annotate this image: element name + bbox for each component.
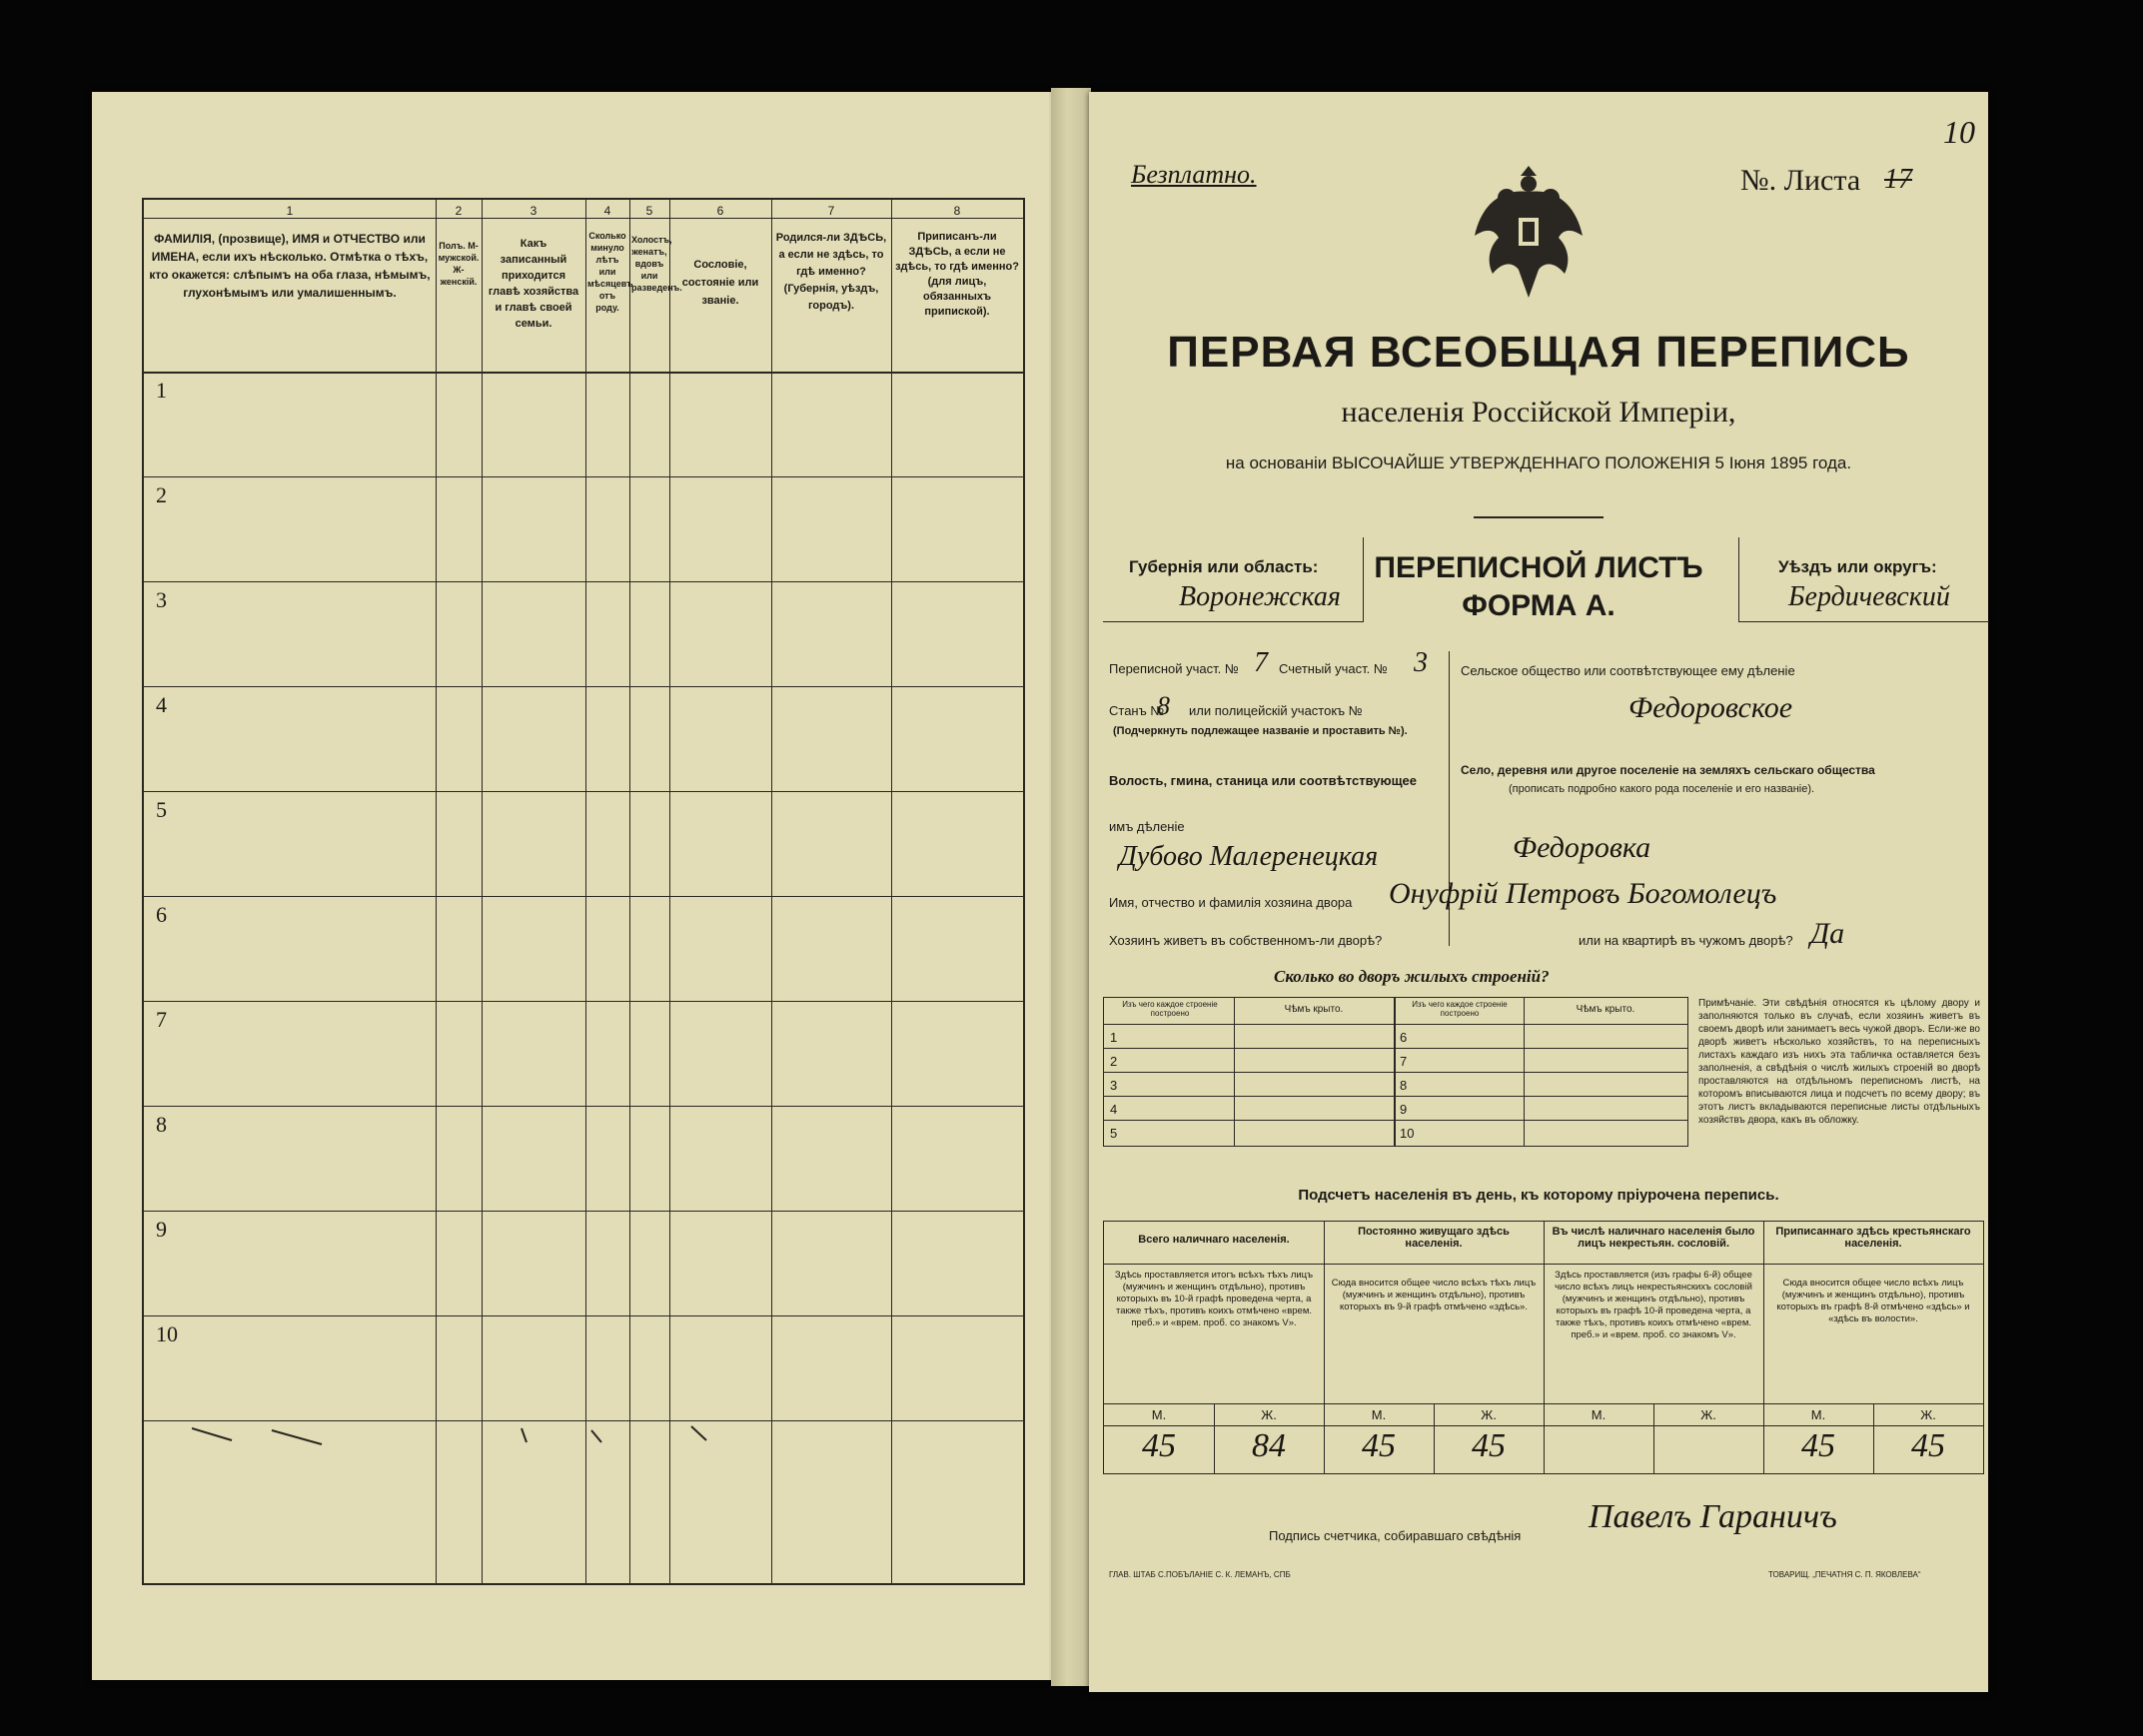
row-number: 4 — [156, 692, 167, 717]
village-value: Федоровка — [1513, 831, 1651, 864]
buildings-row-number: 7 — [1400, 1054, 1408, 1069]
buildings-row-number: 1 — [1110, 1030, 1118, 1045]
row-number: 1 — [156, 378, 167, 403]
row-number: 10 — [156, 1321, 178, 1346]
row-number: 2 — [156, 482, 167, 507]
buildings-row-number: 10 — [1400, 1126, 1415, 1141]
uezd-value: Бердичевский — [1788, 581, 1950, 612]
female-label: Ж. — [1481, 1407, 1497, 1422]
column-header-registered: Приписанъ-ли ЗДѢСЬ, а если не здѣсь, то гдѣ именно? (для лицъ, обязанныхъ припиской). — [895, 231, 1019, 318]
counting-district-label: Счетный участ. № — [1279, 661, 1388, 676]
uezd-label: Уѣздъ или округъ: — [1778, 557, 1937, 576]
printer-left: ГЛАВ. ШТАБ С.ПОБЪЛАНІЕ С. К. ЛЕМАНЪ, СПБ — [1109, 1570, 1291, 1579]
column-header-marital: Холостъ, женатъ, вдовъ или разведенъ. — [631, 235, 682, 293]
census-subtitle: населенія Россійской Имперіи, — [1341, 396, 1736, 429]
signature-value: Павелъ Гараничъ — [1589, 1498, 1837, 1535]
village-note: (прописать подробно какого рода поселеніе и его названіе). — [1509, 783, 1815, 795]
count-registered-female: 45 — [1911, 1427, 1945, 1464]
corner-number: 10 — [1943, 114, 1975, 150]
buildings-row-number: 4 — [1110, 1102, 1118, 1117]
imperial-eagle-emblem — [1469, 158, 1589, 308]
male-label: М. — [1810, 1407, 1826, 1422]
female-label: Ж. — [1920, 1407, 1936, 1422]
left-page — [92, 92, 1051, 1680]
buildings-row-number: 3 — [1110, 1078, 1118, 1093]
counting-district-value: 3 — [1414, 647, 1428, 678]
count-col-head-total: Всего наличнаго населенія. — [1138, 1234, 1290, 1246]
female-label: Ж. — [1261, 1407, 1277, 1422]
form-title: ПЕРЕПИСНОЙ ЛИСТЪ — [1374, 551, 1703, 584]
ornament-divider — [1474, 516, 1604, 518]
buildings-table — [1103, 997, 1688, 1147]
gubernia-value: Воронежская — [1179, 581, 1341, 612]
buildings-col-roof: Чѣмъ крыто. — [1576, 1004, 1635, 1015]
column-number: 6 — [716, 204, 724, 218]
male-label: М. — [1371, 1407, 1387, 1422]
society-value: Федоровское — [1628, 691, 1793, 724]
lives-label: Хозяинъ живетъ въ собственномъ-ли дворѣ? — [1109, 933, 1383, 948]
row-number: 3 — [156, 587, 167, 612]
count-col-desc: Здѣсь проставляется (изъ графы 6-й) общее число всѣхъ лицъ некрестьянскихъ сословій (мужчинъ и женщинъ отдѣльно), противъ которыхъ въ графѣ 10-й проведена черта, а также тѣхъ, противъ коихъ отмѣчено «врем. преб.» и «врем. проб. со знакомъ V». — [1555, 1270, 1752, 1340]
owner-value: Онуфрій Петровъ Богомолецъ — [1389, 877, 1777, 910]
row-number: 5 — [156, 797, 167, 822]
count-col-head-registered: Приписаннаго здѣсь крестьянскаго населенія. — [1775, 1226, 1971, 1250]
lives-label-2: или на квартирѣ въ чужомъ дворѣ? — [1579, 933, 1793, 948]
column-number: 4 — [603, 204, 611, 218]
column-number: 5 — [645, 204, 653, 218]
buildings-row-number: 9 — [1400, 1102, 1408, 1117]
column-header-sex: Полъ. М-мужской. Ж-женскій. — [438, 241, 480, 287]
column-number: 1 — [286, 204, 294, 218]
column-number: 2 — [455, 204, 463, 218]
count-col-desc: Сюда вносится общее число всѣхъ тѣхъ лицъ (мужчинъ и женщинъ отдѣльно), противъ которыхъ въ 9-й графѣ отмѣчено «здѣсь». — [1331, 1278, 1537, 1312]
stan-label: Станъ № — [1109, 703, 1165, 718]
owner-label: Имя, отчество и фамилія хозяина двора — [1109, 895, 1353, 910]
sheet-number-value: 17 — [1884, 164, 1912, 195]
column-header-age: Сколько минуло лѣтъ или мѣсяцевъ отъ роду. — [587, 231, 633, 313]
male-label: М. — [1151, 1407, 1167, 1422]
buildings-label: Сколько во дворъ жилыхъ строеній? — [1274, 967, 1550, 986]
form-subtitle: ФОРМА А. — [1462, 589, 1615, 622]
column-header-birthplace: Родился-ли ЗДѢСЬ, а если не здѣсь, то гдѣ именно? (Губернія, уѣздъ, городъ). — [775, 232, 887, 312]
column-header-relation: Какъ записанный приходится главѣ хозяйства и главѣ своей семьи. — [488, 238, 579, 330]
stan-note: (Подчеркнуть подлежащее названіе и проставить №). — [1113, 725, 1408, 737]
column-number: 3 — [530, 204, 537, 218]
row-number: 9 — [156, 1217, 167, 1242]
buildings-row-number: 2 — [1110, 1054, 1118, 1069]
census-title: ПЕРВАЯ ВСЕОБЩАЯ ПЕРЕПИСЬ — [1167, 328, 1910, 377]
count-col-desc: Здѣсь проставляется итогъ всѣхъ тѣхъ лицъ (мужчинъ и женщинъ отдѣльно), противъ которыхъ въ 10-й графѣ проведена черта, а также тѣхъ, противъ коихъ отмѣчено «врем. преб.» и «врем. проб. со знакомъ V». — [1114, 1270, 1314, 1328]
buildings-row-number: 5 — [1110, 1126, 1118, 1141]
volost-value: Дубово Малеренецкая — [1119, 841, 1379, 872]
count-title: Подсчетъ населенія въ день, къ которому пріурочена перепись. — [1298, 1187, 1779, 1204]
column-header-name: ФАМИЛІЯ, (прозвище), ИМЯ и ОТЧЕСТВО или ИМЕНА, если ихъ нѣсколько. Отмѣтка о тѣхъ, кто окажется: слѣпымъ на оба глаза, нѣмымъ, глухонѣмымъ или умалишеннымъ. — [149, 232, 431, 300]
count-total-male: 45 — [1142, 1427, 1176, 1464]
buildings-note: Примѣчаніе. Эти свѣдѣнія относятся къ цѣлому двору и заполняются только въ случаѣ, если хозяинъ живетъ въ своемъ дворѣ или занимаетъ весь чужой дворъ. Если-же во дворѣ живетъ нѣсколько хозяйствъ, то на переписныхъ листахъ каждаго изъ нихъ эта табличка оставляется безъ заполненія, а свѣдѣнія о числѣ жилыхъ строеній во дворѣ проставляются на отдѣльномъ переписномъ листѣ, на которомъ вписываются лица и подсчетъ по всему двору; въ этотъ листъ вкладываются переписные листы отдѣльныхъ хозяйствъ двора, какъ въ обложку. — [1698, 998, 1980, 1126]
row-number: 8 — [156, 1112, 167, 1137]
count-total-female: 84 — [1252, 1427, 1286, 1464]
printer-right: ТОВАРИЩ. „ПЕЧАТНЯ С. П. ЯКОВЛЕВА“ — [1768, 1570, 1921, 1579]
count-permanent-male: 45 — [1362, 1427, 1396, 1464]
stan-suffix: или полицейскій участокъ № — [1189, 703, 1363, 718]
row-number: 7 — [156, 1007, 167, 1032]
gubernia-label: Губернія или область: — [1129, 557, 1319, 576]
pen-marks — [192, 1420, 891, 1450]
buildings-col-roof: Чѣмъ крыто. — [1284, 1004, 1344, 1015]
sheet-number-label: №. Листа — [1740, 164, 1861, 197]
household-roster-table — [142, 198, 1025, 1585]
census-district-label: Переписной участ. № — [1109, 661, 1239, 676]
right-page — [1089, 92, 1988, 1692]
book-spine — [1051, 88, 1091, 1686]
volost-label: Волость, гмина, станица или соотвѣтствующее — [1109, 773, 1418, 788]
free-label: Безплатно. — [1131, 160, 1257, 189]
legal-basis: на основаніи ВЫСОЧАЙШЕ УТВЕРЖДЕННАГО ПОЛОЖЕНІЯ 5 Іюня 1895 года. — [1225, 453, 1852, 472]
buildings-row-number: 6 — [1400, 1030, 1408, 1045]
column-number: 7 — [827, 204, 835, 218]
buildings-col-material: Изъ чего каждое строеніе построено — [1412, 1000, 1508, 1018]
female-label: Ж. — [1700, 1407, 1716, 1422]
census-district-value: 7 — [1254, 647, 1268, 678]
column-number: 8 — [953, 204, 961, 218]
column-header-estate: Сословіе, состояніе или званіе. — [681, 259, 759, 307]
count-permanent-female: 45 — [1472, 1427, 1506, 1464]
row-number: 6 — [156, 902, 167, 927]
count-col-desc: Сюда вносится общее число всѣхъ лицъ (мужчинъ и женщинъ отдѣльно), противъ которыхъ въ графѣ 8-й отмѣчено «здѣсь» и «здѣсь въ волости». — [1776, 1278, 1970, 1324]
count-col-head-nonpeasant: Въ числѣ наличнаго населенія было лицъ некрестьян. сословій. — [1552, 1226, 1755, 1250]
signature-label: Подпись счетчика, собиравшаго свѣдѣнія — [1269, 1528, 1522, 1543]
population-count-table — [1103, 1221, 1984, 1474]
buildings-col-material: Изъ чего каждое строеніе построено — [1122, 1000, 1218, 1018]
lives-value: Да — [1810, 917, 1845, 950]
society-label: Сельское общество или соотвѣтствующее ему дѣленіе — [1461, 663, 1795, 678]
stan-value: 8 — [1157, 691, 1170, 720]
village-label: Село, деревня или другое поселеніе на земляхъ сельскаго общества — [1461, 763, 1875, 777]
count-registered-male: 45 — [1801, 1427, 1835, 1464]
count-col-head-permanent: Постоянно живущаго здѣсь населенія. — [1358, 1226, 1510, 1250]
volost-label-2: имъ дѣленіе — [1109, 819, 1185, 834]
male-label: М. — [1591, 1407, 1607, 1422]
buildings-row-number: 8 — [1400, 1078, 1408, 1093]
